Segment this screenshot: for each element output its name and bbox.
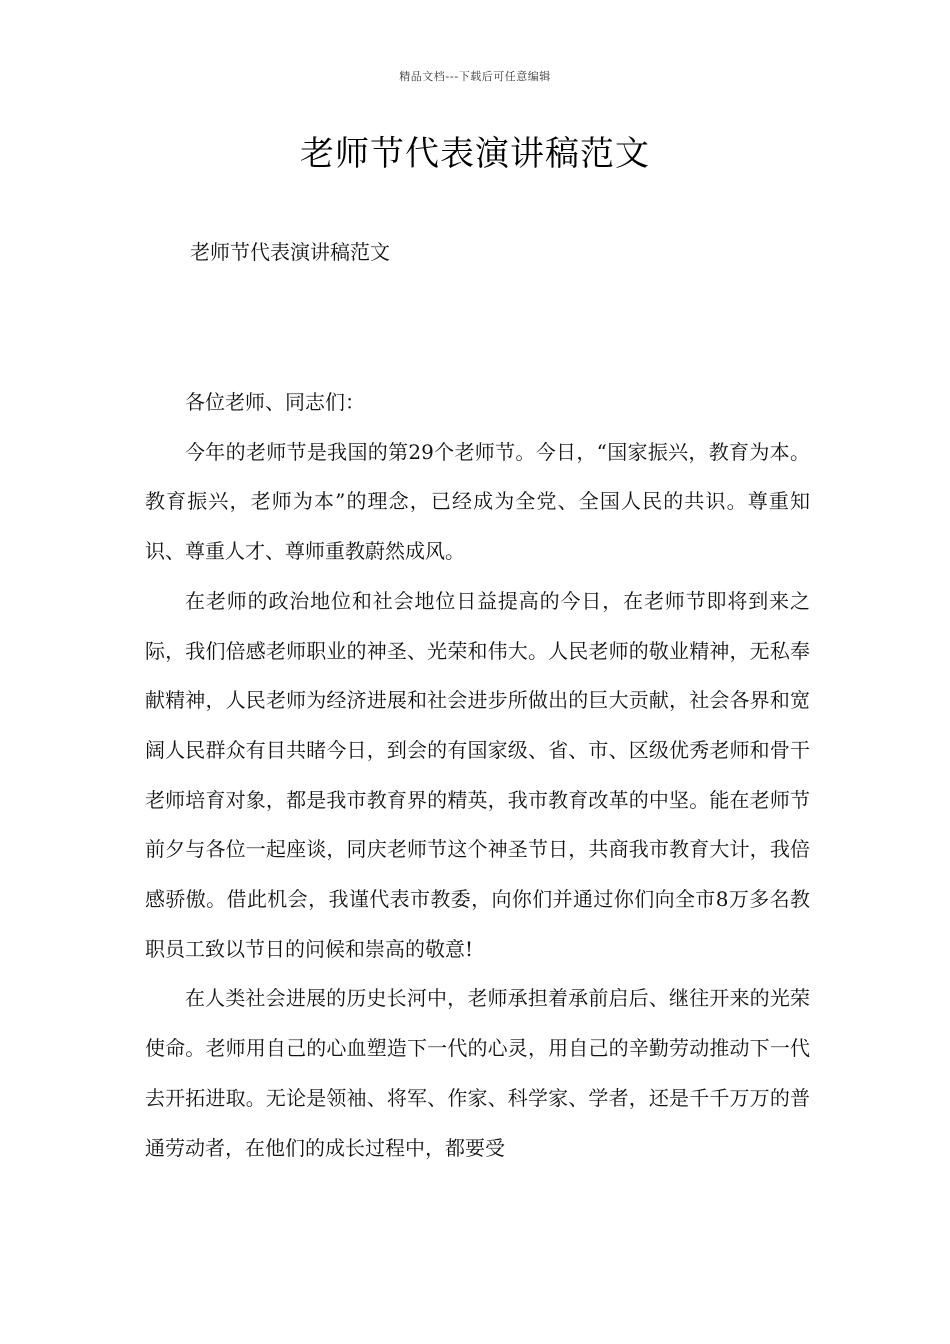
paragraph: 今年的老师节是我国的第29个老师节。今日，“国家振兴，教育为本。教育振兴，老师为本”的理念，已经成为全党、全国人民的共识。尊重知识、尊重人才、尊师重教蔚然成风。 — [145, 439, 810, 564]
header-note: 精品文档---下载后可任意编辑 — [399, 70, 551, 83]
document-subtitle: 老师节代表演讲稿范文 — [190, 240, 390, 264]
document-body — [145, 378, 810, 1173]
document-title: 老师节代表演讲稿范文 — [300, 134, 650, 174]
paragraph: 在老师的政治地位和社会地位日益提高的今日，在老师节即将到来之际，我们倍感老师职业的神圣、光荣和伟大。人民老师的敬业精神，无私奉献精神，人民老师为经济进展和社会进步所做出的巨大贡献，社会各界和宽阔人民群众有目共睹今日，到会的有国家级、省、市、区级优秀老师和骨干老师培育对象，都是我市教育界的精英，我市教育改革的中坚。能在老师节前夕与各位一起座谈，同庆老师节这个神圣节日，共商我市教育大计，我倍感骄傲。借此机会，我谨代表市教委，向你们并通过你们向全市8万多名教职员工致以节日的问候和崇高的敬意! — [145, 588, 810, 961]
paragraph: 在人类社会进展的历史长河中，老师承担着承前启后、继往开来的光荣使命。老师用自己的心血塑造下一代的心灵，用自己的辛勤劳动推动下一代去开拓进取。无论是领袖、将军、作家、科学家、学者，还是千千万万的普通劳动者，在他们的成长过程中，都要受 — [145, 986, 810, 1160]
paragraph-salutation: 各位老师、同志们： — [185, 390, 365, 414]
